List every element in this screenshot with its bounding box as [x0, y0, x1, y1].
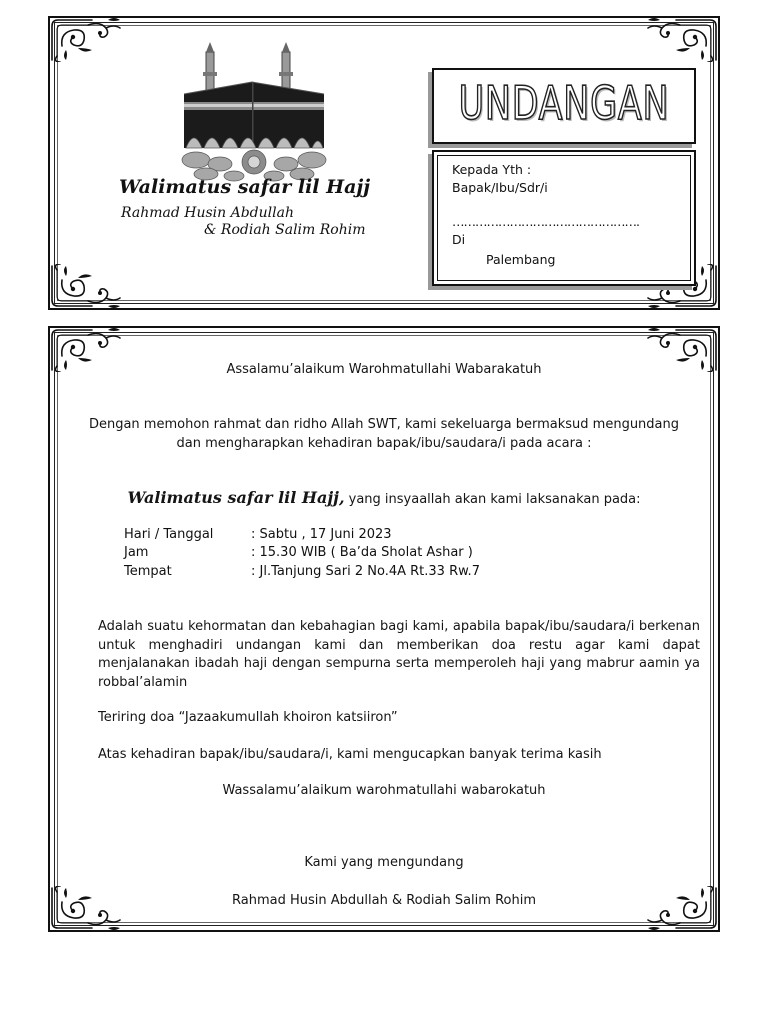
host-name-1: Rahmad Husin Abdullah: [121, 205, 294, 221]
thanks-line: Atas kehadiran bapak/ibu/saudara/i, kami mengucapkan banyak terima kasih: [98, 747, 602, 762]
greeting: Assalamu’alaikum Warohmatullahi Wabarakatuh: [226, 362, 542, 377]
event-suffix: yang insyaallah akan kami laksanakan pada:: [344, 492, 641, 507]
detail-value-time: : 15.30 WIB ( Ba’da Sholat Ashar ): [251, 545, 473, 560]
closing-greeting: Wassalamu’alaikum warohmatullahi wabarokatuh: [222, 783, 546, 798]
banner-title: UNDANGAN: [458, 76, 670, 130]
invitation-body-card: [48, 326, 720, 932]
address-box: [432, 150, 696, 286]
detail-label-time: Jam: [124, 545, 149, 560]
address-to: Kepada Yth :: [452, 162, 532, 177]
honor-paragraph: Adalah suatu kehormatan dan kebahagian bagi kami, apabila bapak/ibu/saudara/i berkenan untuk menghadiri undangan kami dan memberikan doa restu agar kami dapat menjalanakan ibadah haji dengan sempurna serta memperoleh haji yang mabrur aamin ya robbal’alamin: [98, 619, 700, 690]
signoff: Kami yang mengundang: [304, 855, 464, 870]
prayer-line: Teriring doa “Jazaakumullah khoiron katsiiron”: [98, 710, 398, 725]
intro-line-1: Dengan memohon rahmat dan ridho Allah SWT, kami sekeluarga bermaksud mengundang: [88, 417, 680, 432]
kaaba-illustration: [176, 38, 332, 188]
host-name-2: & Rodiah Salim Rohim: [204, 222, 366, 238]
address-city: Palembang: [486, 252, 556, 267]
detail-value-date: : Sabtu , 17 Juni 2023: [251, 527, 392, 542]
address-blank-line: ………………………………………….: [452, 214, 639, 229]
address-at: Di: [452, 232, 466, 247]
detail-label-date: Hari / Tanggal: [124, 527, 214, 542]
intro-line-2: dan mengharapkan kehadiran bapak/ibu/saudara/i pada acara :: [176, 436, 592, 451]
event-title-inline: Walimatus safar lil Hajj,: [127, 488, 345, 507]
signers: Rahmad Husin Abdullah & Rodiah Salim Rohim: [232, 893, 536, 908]
event-line: [60, 488, 708, 507]
address-recipient: Bapak/Ibu/Sdr/i: [452, 180, 548, 195]
detail-label-place: Tempat: [124, 564, 172, 579]
event-title: Walimatus safar lil Hajj: [119, 176, 371, 198]
undangan-banner: [432, 68, 696, 144]
detail-value-place: : Jl.Tanjung Sari 2 No.4A Rt.33 Rw.7: [251, 564, 480, 579]
cover-card: [48, 16, 720, 310]
